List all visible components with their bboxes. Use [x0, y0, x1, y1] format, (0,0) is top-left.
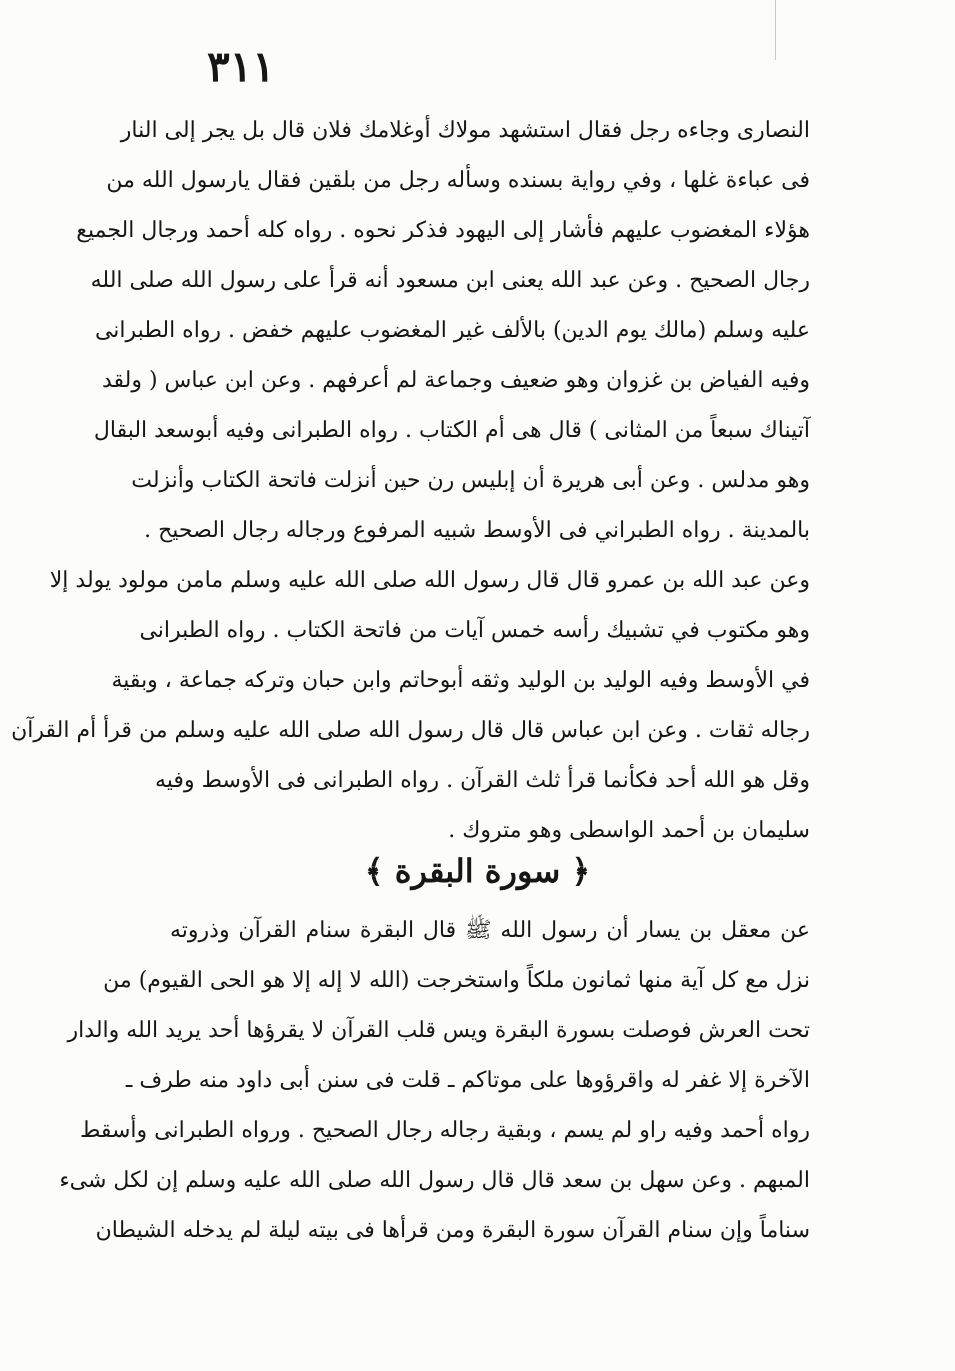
text-line: رجاله ثقات . وعن ابن عباس قال قال رسول الله صلى الله عليه وسلم من قرأ أم القرآن [11, 718, 810, 743]
text-line: وهو مدلس . وعن أبى هريرة أن إبليس رن حين أنزلت فاتحة الكتاب وأنزلت [131, 468, 810, 493]
surah-text-block [59, 906, 810, 1256]
text-line: بالمدينة . رواه الطبراني فى الأوسط شبيه المرفوع ورجاله رجال الصحيح . [144, 518, 810, 543]
text-line: تحت العرش فوصلت بسورة البقرة ويس قلب القرآن لا يقرؤها أحد يريد الله والدار [67, 1018, 810, 1043]
text-line: عن معقل بن يسار أن رسول الله ﷺ قال البقرة سنام القرآن وذروته [170, 918, 810, 943]
text-line: وهو مكتوب في تشبيك رأسه خمس آيات من فاتحة الكتاب . رواه الطبرانى [139, 618, 810, 643]
text-line: نزل مع كل آية منها ثمانون ملكاً واستخرجت (الله لا إله إلا هو الحى القيوم) من [103, 968, 810, 993]
text-line: الآخرة إلا غفر له واقرؤوها على موتاكم ـ قلت فى سنن أبى داود منه طرف ـ [125, 1068, 810, 1093]
text-line: النصارى وجاءه رجل فقال استشهد مولاك أوغلامك فلان قال بل يجر إلى النار [120, 118, 810, 143]
text-line: رجال الصحيح . وعن عبد الله يعنى ابن مسعود أنه قرأ على رسول الله صلى الله [90, 268, 810, 293]
text-line: فى عباءة غلها ، وفي رواية بسنده وسأله رجل من بلقين فقال يارسول الله من [106, 168, 810, 193]
text-line: عليه وسلم (مالك يوم الدين) بالألف غير المغضوب عليهم خفض . رواه الطبرانى [94, 318, 810, 343]
text-line: وفيه الفياض بن غزوان وهو ضعيف وجماعة لم أعرفهم . وعن ابن عباس ( ولقد [101, 368, 810, 393]
text-line: وعن عبد الله بن عمرو قال قال رسول الله صلى الله عليه وسلم مامن مولود يولد إلا [49, 568, 810, 593]
text-line: رواه أحمد وفيه راو لم يسم ، وبقية رجاله رجال الصحيح . ورواه الطبرانى وأسقط [79, 1118, 810, 1143]
text-line: المبهم . وعن سهل بن سعد قال قال رسول الله صلى الله عليه وسلم إن لكل شىء [59, 1168, 810, 1193]
main-text-block [11, 106, 810, 856]
text-line: آتيناك سبعاً من المثانى ) قال هى أم الكتاب . رواه الطبرانى وفيه أبوسعد البقال [93, 418, 810, 443]
text-line: هؤلاء المغضوب عليهم فأشار إلى اليهود فذكر نحوه . رواه كله أحمد ورجال الجميع [76, 218, 810, 243]
text-line: سليمان بن أحمد الواسطى وهو متروك . [448, 818, 810, 843]
text-line: في الأوسط وفيه الوليد بن الوليد وثقه أبوحاتم وابن حبان وتركه جماعة ، وبقية [111, 668, 810, 693]
surah-heading: ﴿ سورة البقرة ﴾ [364, 852, 591, 890]
margin-rule [775, 0, 776, 60]
page-number: ٣١١ [207, 42, 275, 91]
text-line: وقل هو الله أحد فكأنما قرأ ثلث القرآن . رواه الطبرانى فى الأوسط وفيه [155, 768, 810, 793]
text-line: سناماً وإن سنام القرآن سورة البقرة ومن قرأها فى بيته ليلة لم يدخله الشيطان [95, 1218, 810, 1243]
